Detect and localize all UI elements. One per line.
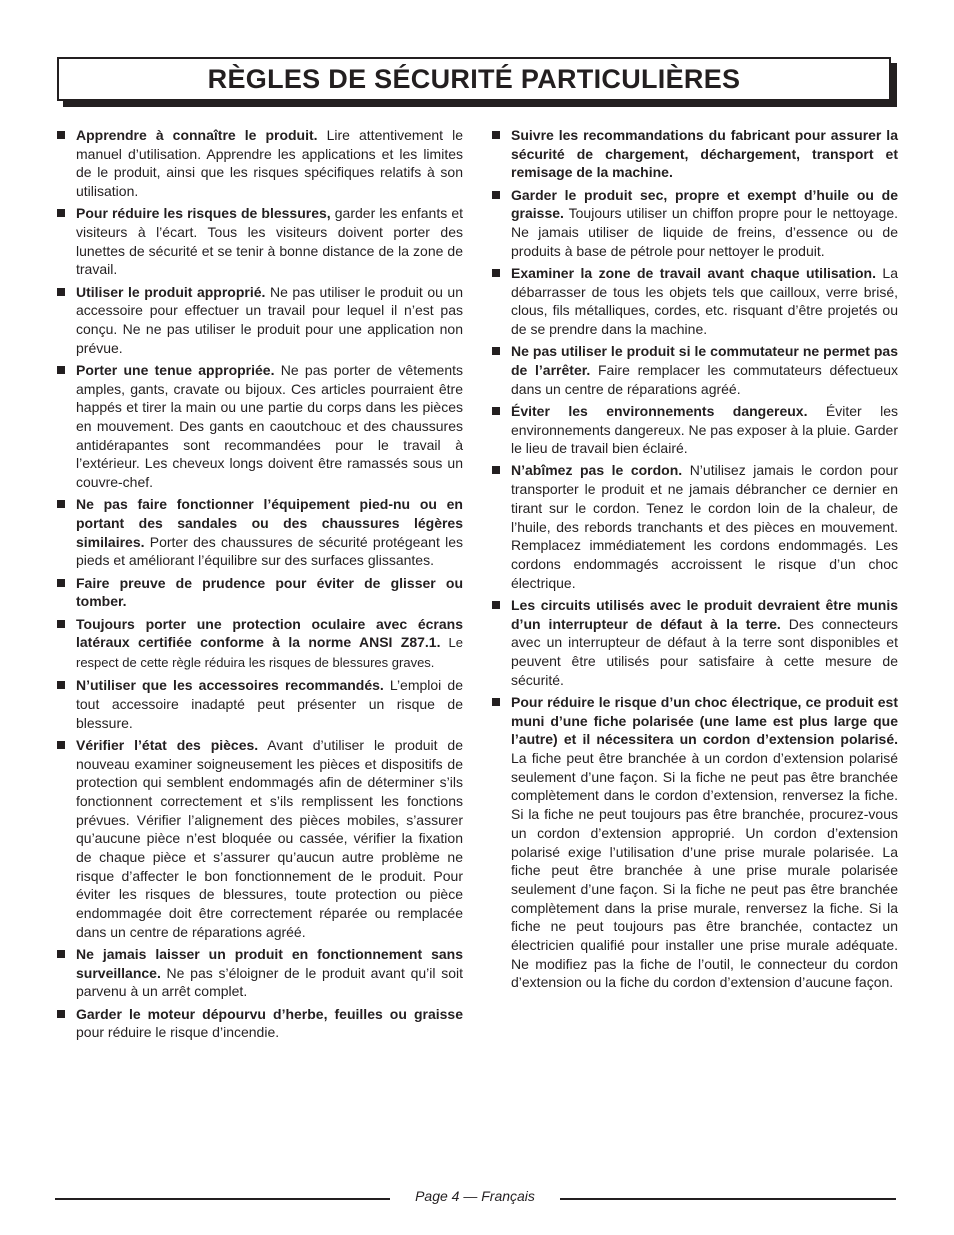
item-text: La débarrasser de tous les objets tels que cailloux, verre brisé, clous, fils métalliques, cordes, etc. risquant d’être projetés ou de se prendre dans la machine. [511, 264, 898, 338]
square-bullet-icon [57, 620, 65, 628]
footer-rule-left [55, 1198, 390, 1200]
list-item [57, 495, 463, 570]
page-title: RÈGLES DE SÉCURITÉ PARTICULIÈRES [207, 63, 741, 94]
item-lead: Ne jamais laisser un produit en fonctionnement sans surveillance. [76, 946, 463, 981]
list-item [57, 126, 463, 201]
page-footer [0, 1187, 954, 1207]
item-lead: Toujours porter une protection oculaire avec écrans latéraux certifiée conforme à la norme ANSI Z87.1. [76, 615, 463, 651]
item-lead: Pour réduire le risque d’un choc électrique, ce produit est muni d’une fiche polarisée (une lame est plus large que l’autre) et il nécessitera un cordon d’extension polarisé. [511, 693, 898, 748]
square-bullet-icon [57, 579, 65, 587]
list-item [492, 596, 898, 690]
list-item [57, 736, 463, 942]
list-item [57, 361, 463, 492]
item-text: Des connecteurs avec un interrupteur de défaut à la terre sont disponibles et peuvent être utilisés pour satisfaire à cette mesure de sécurité. [511, 615, 898, 688]
item-text: Ne pas utiliser le produit ou un accessoire pour effectuer un travail pour lequel il n’est pas conçu. Ne ne pas utiliser le produit pour une application non prévue. [76, 283, 464, 356]
item-lead: Éviter les environnements dangereux. [511, 402, 808, 419]
square-bullet-icon [57, 209, 65, 217]
item-lead: Utiliser le produit approprié. [76, 283, 266, 300]
square-bullet-icon [57, 681, 65, 689]
square-bullet-icon [492, 601, 500, 609]
list-item [57, 204, 463, 279]
square-bullet-icon [57, 950, 65, 958]
right-column [492, 126, 898, 996]
square-bullet-icon [57, 500, 65, 508]
item-text: Le respect de cette règle réduira les risques de blessures graves. [76, 635, 463, 670]
item-lead: Pour réduire les risques de blessures, [76, 205, 331, 222]
item-lead: Ne pas faire fonctionner l’équipement pied-nu ou en portant des sandales ou des chaussures légères similaires. [76, 496, 463, 550]
item-text: pour réduire le risque d’incendie. [76, 1024, 280, 1041]
footer-rule-right [560, 1198, 896, 1200]
square-bullet-icon [492, 269, 500, 277]
square-bullet-icon [492, 347, 500, 355]
list-item [492, 342, 898, 398]
item-lead: Porter une tenue appropriée. [76, 361, 275, 378]
list-item [57, 283, 463, 358]
item-text: Faire remplacer les commutateurs défectueux dans un centre de réparations agréé. [511, 361, 898, 397]
list-item [492, 402, 898, 458]
item-text: N’utilisez jamais le cordon pour transporter le produit et ne jamais débrancher ce dernier en tirant sur le cordon. Tenez le cordon loin de la chaleur, de l’huile, des rebords tranchants et des pièces en mouvement. Remplacez immédiatement les cordons endommagés. Les cordons endommagés accroissent le risque d’un choc électrique. [511, 462, 898, 591]
item-text: garder les enfants et visiteurs à l’écart. Tous les visiteurs doivent porter des lunettes de sécurité et se tenir à bonne distance de la zone de travail. [76, 205, 463, 278]
list-item [492, 461, 898, 592]
item-text: L’emploi de tout accessoire inadapté peut présenter un risque de blessure. [76, 677, 464, 731]
list-item [57, 1005, 463, 1042]
square-bullet-icon [57, 131, 65, 139]
square-bullet-icon [57, 1010, 65, 1018]
item-lead: Vérifier l’état des pièces. [76, 736, 259, 753]
square-bullet-icon [57, 741, 65, 749]
list-item [492, 693, 898, 992]
item-lead: N’abîmez pas le cordon. [511, 462, 683, 479]
square-bullet-icon [492, 407, 500, 415]
square-bullet-icon [492, 191, 500, 199]
item-text: Lire attentivement le manuel d’utilisation. Apprendre les applications et les limites de le produit, ainsi que les risques spécifiques relatifs à son utilisation. [76, 127, 463, 200]
square-bullet-icon [492, 466, 500, 474]
list-item [57, 676, 463, 732]
item-lead: Examiner la zone de travail avant chaque utilisation. [511, 264, 876, 281]
item-text: Ne pas porter de vêtements amples, gants, cravate ou bijoux. Ces articles pourraient être happés et tirer la main ou une partie du corps dans les pièces en mouvement. Des gants en caoutchouc et des chaussures antidérapantes sont recommandées pour le travail à l’extérieur. Les cheveux longs doivent être ramassés sous un couvre-chef. [76, 361, 464, 491]
square-bullet-icon [57, 366, 65, 374]
item-text: Avant d’utiliser le produit de nouveau examiner soigneusement les pièces et dispositifs de protection qui semblent endommagés afin de déterminer s’ils fonctionnent correctement et s’ils remplissent les fonctions prévues. Vérifier l’alignement des pièces mobiles, s’assurer qu’aucune pièce n’est bloquée ou cassée, vérifier la fixation de chaque pièce et s’assurer qu’aucun autre problème ne risque d’affecter le bon fonctionnement de le produit. Pour éviter les risques de blessures, toute protection ou pièce endommagée doit être correctement réparée ou remplacée dans un centre de réparations agréé. [76, 736, 463, 940]
item-text: Porter des chaussures de sécurité protégeant les pieds et améliorant l’équilibre sur des surfaces glissantes. [76, 533, 463, 569]
square-bullet-icon [492, 131, 500, 139]
item-lead: N’utiliser que les accessoires recommandés. [76, 677, 384, 694]
item-lead: Faire preuve de prudence pour éviter de glisser ou tomber. [76, 574, 463, 610]
left-column [57, 126, 463, 1046]
list-item [492, 126, 898, 182]
square-bullet-icon [57, 288, 65, 296]
item-lead: Garder le produit sec, propre et exempt d’huile ou de graisse. [511, 186, 898, 222]
square-bullet-icon [492, 698, 500, 706]
item-text: Ne pas s’éloigner de le produit avant qu’il soit parvenu à un arrêt complet. [76, 964, 463, 1000]
item-lead: Les circuits utilisés avec le produit devraient être munis d’un interrupteur de défaut à la terre. [511, 596, 898, 632]
section-title-box [57, 57, 891, 101]
item-lead: Ne pas utiliser le produit si le commutateur ne permet pas de l’arrêter. [511, 343, 898, 378]
item-text: Toujours utiliser un chiffon propre pour le nettoyage. Ne jamais utiliser de liquide de freins, d’essence ou de produits à base de pétrole pour nettoyer le produit. [511, 205, 898, 259]
list-item [57, 574, 463, 611]
item-text: La fiche peut être branchée à un cordon d’extension polarisé seulement d’une façon. Si la fiche ne peut pas être branchée complètement dans le cordon d’extension, renversez la fiche. Si la fiche ne peut toujours pas être branchée, procurez-vous un cordon d’extension approprié. Un cordon d’extension polarisé exige l’utilisation d’une prise murale polarisée. La fiche peut être branchée à une prise murale polarisée seulement d’une façon. Si la fiche ne peut pas être branchée complètement dans la prise murale, renversez la fiche. Si la fiche ne peut toujours pas être branchée, contactez un électricien qualifié pour installer une prise murale adéquate. Ne modifiez pas la fiche de l’outil, le connecteur du cordon d’extension ou la fiche du cordon d’extension d’aucune façon. [511, 750, 898, 991]
item-text: Éviter les environnements dangereux. Ne pas exposer à la pluie. Garder le lieu de travail bien éclairé. [511, 402, 898, 457]
list-item [57, 615, 463, 673]
item-lead: Garder le moteur dépourvu d’herbe, feuilles ou graisse [76, 1005, 463, 1022]
list-item [492, 264, 898, 339]
item-lead: Apprendre à connaître le produit. [76, 127, 318, 143]
item-lead: Suivre les recommandations du fabricant pour assurer la sécurité de chargement, déchargement, transport et remisage de la machine. [511, 127, 898, 181]
list-item [492, 186, 898, 261]
list-item [57, 945, 463, 1001]
page-number-label: Page 4 — Français [415, 1188, 535, 1204]
